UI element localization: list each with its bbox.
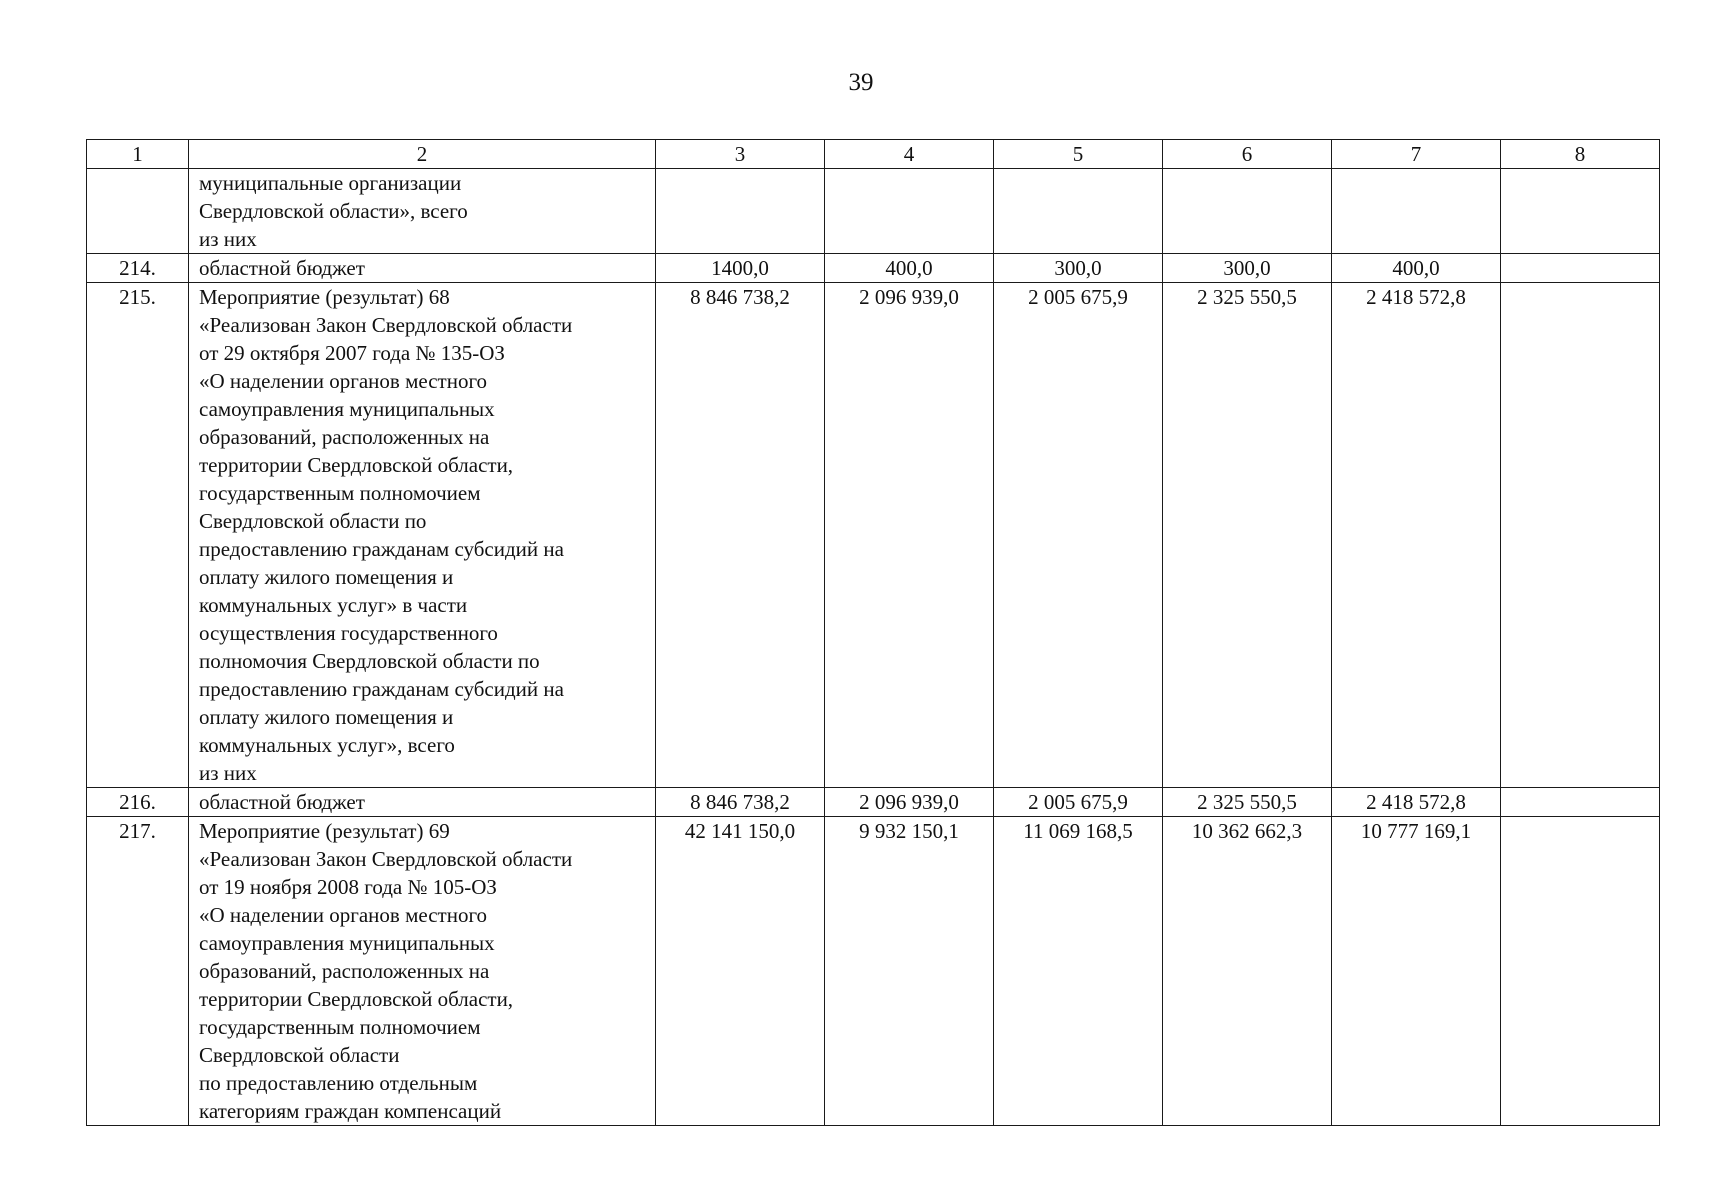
column-header: 5: [994, 140, 1163, 169]
row-number-cell: 215.: [87, 283, 189, 788]
description-line: самоуправления муниципальных: [199, 397, 495, 421]
description-line: Свердловской области: [199, 1043, 400, 1067]
row-number-cell: [87, 169, 189, 254]
column-header: 3: [656, 140, 825, 169]
column-header: 7: [1332, 140, 1501, 169]
description-cell: [189, 788, 656, 817]
description-line: государственным полномочием: [199, 481, 481, 505]
value-cell-c8: [1501, 254, 1660, 283]
description-line: «Реализован Закон Свердловской области: [199, 313, 573, 337]
value-cell-c7: [1332, 169, 1501, 254]
value-cell-c3: 1400,0: [656, 254, 825, 283]
description-line: из них: [199, 227, 257, 251]
description-line: образований, расположенных на: [199, 959, 490, 983]
description-line: территории Свердловской области,: [199, 987, 514, 1011]
description-line: оплату жилого помещения и: [199, 705, 454, 729]
value-cell-c4: 2 096 939,0: [825, 788, 994, 817]
column-header: 6: [1163, 140, 1332, 169]
value-cell-c5: 11 069 168,5: [994, 817, 1163, 1126]
description-line: Мероприятие (результат) 68: [199, 285, 450, 309]
value-cell-c3: 8 846 738,2: [656, 283, 825, 788]
description-line: предоставлению гражданам субсидий на: [199, 677, 564, 701]
table-row: [87, 169, 1660, 254]
header-row: [87, 140, 1660, 169]
value-cell-c5: 2 005 675,9: [994, 788, 1163, 817]
table-body: [87, 169, 1660, 1126]
description-cell: [189, 817, 656, 1126]
description-cell: [189, 254, 656, 283]
value-cell-c7: 2 418 572,8: [1332, 788, 1501, 817]
value-cell-c4: [825, 169, 994, 254]
value-cell-c3: 42 141 150,0: [656, 817, 825, 1126]
description-line: областной бюджет: [199, 256, 365, 280]
description-line: оплату жилого помещения и: [199, 565, 454, 589]
value-cell-c5: 2 005 675,9: [994, 283, 1163, 788]
page-number: 39: [848, 69, 874, 96]
table-header: [87, 140, 1660, 169]
description-line: Свердловской области по: [199, 509, 427, 533]
value-cell-c5: 300,0: [994, 254, 1163, 283]
description-line: муниципальные организации: [199, 171, 462, 195]
value-cell-c7: 400,0: [1332, 254, 1501, 283]
table-row: [87, 817, 1660, 1126]
value-cell-c6: [1163, 169, 1332, 254]
value-cell-c6: 300,0: [1163, 254, 1332, 283]
row-number-cell: 216.: [87, 788, 189, 817]
description-line: территории Свердловской области,: [199, 453, 514, 477]
description-line: коммунальных услуг» в части: [199, 593, 468, 617]
description-line: из них: [199, 761, 257, 785]
table-row: [87, 788, 1660, 817]
description-cell: [189, 169, 656, 254]
value-cell-c4: 400,0: [825, 254, 994, 283]
budget-table: [86, 139, 1660, 1126]
value-cell-c6: 10 362 662,3: [1163, 817, 1332, 1126]
column-header: 2: [189, 140, 656, 169]
value-cell-c6: 2 325 550,5: [1163, 283, 1332, 788]
description-line: Мероприятие (результат) 69: [199, 819, 450, 843]
description-line: самоуправления муниципальных: [199, 931, 495, 955]
value-cell-c4: 2 096 939,0: [825, 283, 994, 788]
description-line: «О наделении органов местного: [199, 903, 488, 927]
description-line: «О наделении органов местного: [199, 369, 488, 393]
description-line: областной бюджет: [199, 790, 365, 814]
value-cell-c7: 2 418 572,8: [1332, 283, 1501, 788]
description-line: образований, расположенных на: [199, 425, 490, 449]
value-cell-c8: [1501, 169, 1660, 254]
description-line: осуществления государственного: [199, 621, 498, 645]
description-line: от 29 октября 2007 года № 135-ОЗ: [199, 341, 505, 365]
value-cell-c8: [1501, 817, 1660, 1126]
description-line: «Реализован Закон Свердловской области: [199, 847, 573, 871]
value-cell-c3: [656, 169, 825, 254]
table-row: [87, 254, 1660, 283]
description-line: категориям граждан компенсаций: [199, 1099, 502, 1123]
value-cell-c4: 9 932 150,1: [825, 817, 994, 1126]
description-line: коммунальных услуг», всего: [199, 733, 455, 757]
row-number-cell: 214.: [87, 254, 189, 283]
table-row: [87, 283, 1660, 788]
description-line: Свердловской области», всего: [199, 199, 468, 223]
column-header: 1: [87, 140, 189, 169]
value-cell-c7: 10 777 169,1: [1332, 817, 1501, 1126]
row-number-cell: 217.: [87, 817, 189, 1126]
description-line: предоставлению гражданам субсидий на: [199, 537, 564, 561]
value-cell-c5: [994, 169, 1163, 254]
description-line: по предоставлению отдельным: [199, 1071, 478, 1095]
description-line: государственным полномочием: [199, 1015, 481, 1039]
description-line: от 19 ноября 2008 года № 105-ОЗ: [199, 875, 497, 899]
column-header: 8: [1501, 140, 1660, 169]
value-cell-c6: 2 325 550,5: [1163, 788, 1332, 817]
column-header: 4: [825, 140, 994, 169]
value-cell-c3: 8 846 738,2: [656, 788, 825, 817]
value-cell-c8: [1501, 283, 1660, 788]
description-line: полномочия Свердловской области по: [199, 649, 540, 673]
value-cell-c8: [1501, 788, 1660, 817]
description-cell: [189, 283, 656, 788]
